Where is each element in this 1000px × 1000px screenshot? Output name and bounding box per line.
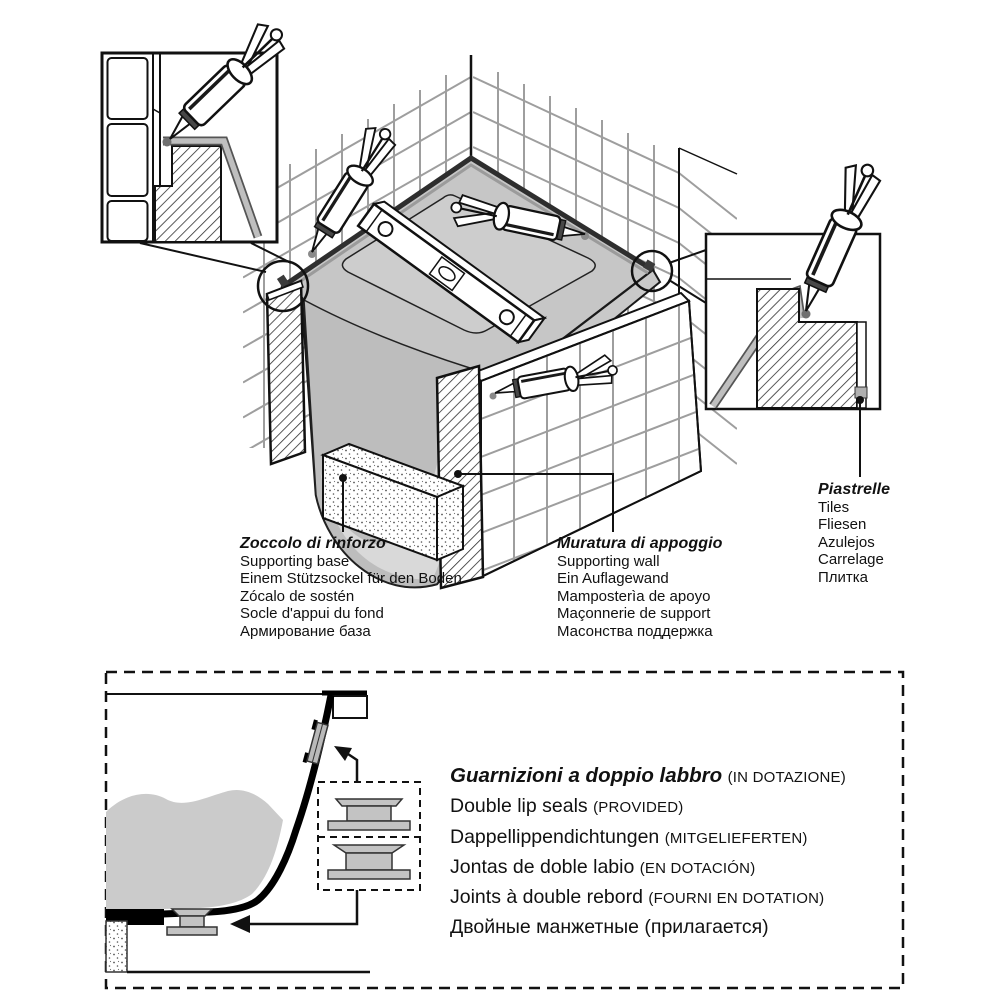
seal-note: (PROVIDED) <box>593 799 684 817</box>
seal-note: (IN DOTAZIONE) <box>727 769 846 786</box>
double-lip-seal-on-wall <box>305 720 329 766</box>
seal-row <box>450 883 846 913</box>
label-tiles <box>818 480 890 586</box>
label-line: Azulejos <box>818 533 875 551</box>
seal-name: Dappellippendichtungen <box>450 825 660 848</box>
seals-text-block <box>450 762 846 942</box>
label-supporting-wall <box>557 534 723 640</box>
label-line: Supporting wall <box>557 553 660 570</box>
seal-note: (прилагается) <box>644 916 769 939</box>
seal-note: (FOURNI EN DOTATION) <box>648 890 825 908</box>
seal-row <box>450 913 846 941</box>
label-title: Zoccolo di rinforzo <box>240 535 386 552</box>
seal-note: (EN DOTACIÓN) <box>639 859 756 877</box>
label-supporting-base <box>240 534 462 640</box>
seal-row <box>450 792 846 822</box>
wall-recede-edge <box>679 148 737 174</box>
arrow-to-wall-seal <box>334 746 357 781</box>
seal-name: Double lip seals <box>450 795 588 818</box>
label-line: Tiles <box>818 499 850 516</box>
seal-name: Guarnizioni a doppio labbro <box>450 764 723 787</box>
tub-rim-section <box>333 696 367 718</box>
seal-note: (MITGELIEFERTEN) <box>664 829 808 847</box>
label-line: Zócalo de sostén <box>240 587 355 605</box>
stipple-base-icon <box>106 921 127 972</box>
tile-section <box>108 201 148 241</box>
label-line: Supporting base <box>240 553 350 570</box>
detail-inset-right <box>706 157 885 409</box>
label-line: Плитка <box>818 568 869 586</box>
water-fill <box>106 790 283 909</box>
seal-row <box>450 823 846 853</box>
seal-row <box>450 762 846 792</box>
label-line: Carrelage <box>818 551 884 569</box>
label-line: Mamposterìa de apoyo <box>557 587 711 605</box>
seal-row <box>450 853 846 883</box>
label-line: Maçonnerie de support <box>557 605 711 623</box>
label-line: Fliesen <box>818 516 867 534</box>
seal-name: Jontas de doble labio <box>450 855 635 878</box>
label-line: Армирование база <box>240 622 371 640</box>
seal-name: Двойные манжетные <box>450 916 639 939</box>
tile-section <box>108 124 148 196</box>
seal-profiles-box <box>318 782 420 890</box>
detail-inset-left <box>102 16 292 242</box>
seal-name: Joints à double rebord <box>450 886 643 909</box>
arrow-to-bottom-seal <box>230 890 357 933</box>
label-line: Socle d'appui du fond <box>240 605 384 623</box>
label-line: Ein Auflagewand <box>557 570 669 588</box>
label-line: Einem Stützsockel für den Boden <box>240 570 462 588</box>
tile-section <box>108 58 148 119</box>
label-title: Piastrelle <box>818 481 891 498</box>
label-title: Muratura di appoggio <box>557 535 723 552</box>
label-line: Масонства поддержка <box>557 622 713 640</box>
